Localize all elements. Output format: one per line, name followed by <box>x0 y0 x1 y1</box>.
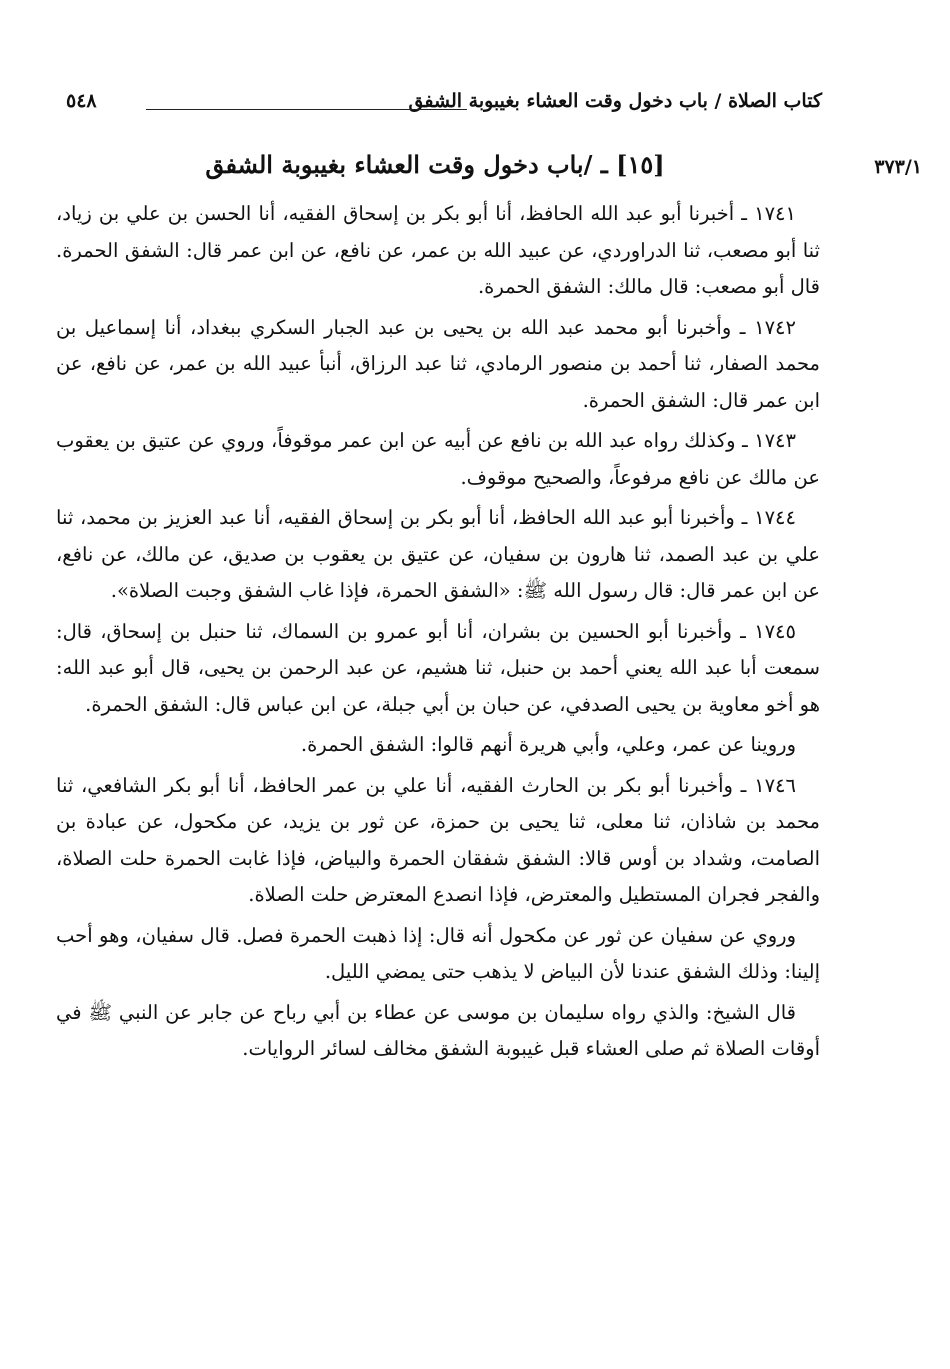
chapter-title: [١٥] ـ /باب دخول وقت العشاء بغيبوبة الشفق <box>205 150 665 179</box>
running-header <box>66 86 822 120</box>
paragraph-narration-note: وروينا عن عمر، وعلي، وأبي هريرة أنهم قالوا: الشفق الحمرة. <box>300 733 796 756</box>
paragraph-1742: ١٧٤٢ ـ وأخبرنا أبو محمد عبد الله بن يحيى بن عبد الجبار السكري ببغداد، أنا إسماعيل بن محمد الصفار، ثنا أحمد بن منصور الرمادي، ثنا عبد الرزاق، أنبأ عبيد الله بن عمر، عن نافع، عن ابن عمر قال: الشفق الحمرة. <box>56 315 820 412</box>
paragraph-1744: ١٧٤٤ ـ وأخبرنا أبو عبد الله الحافظ، أنا أبو بكر بن إسحاق الفقيه، أنا عبد العزيز بن محمد، ثنا علي بن عبد الصمد، ثنا هارون بن سفيان، عن عتيق بن يعقوب بن صديق، عن مالك، عن نافع، عن ابن عمر قال: قال رسول الله ﷺ: «الشفق الحمرة، فإذا غاب الشفق وجبت الصلاة». <box>56 506 820 602</box>
paragraph-1745: ١٧٤٥ ـ وأخبرنا أبو الحسين بن بشران، أنا أبو عمرو بن السماك، ثنا حنبل بن إسحاق، قال: سمعت أبا عبد الله يعني أحمد بن حنبل، ثنا هشيم، عن عبد الرحمن بن يحيى، قال أبو عبد الله: هو أخو معاوية بن يحيى الصدفي، عن حبان بن أبي جبلة، عن ابن عباس قال: الشفق الحمرة. <box>56 619 820 716</box>
running-title: كتاب الصلاة / باب دخول وقت العشاء بغيبوبة الشفق <box>408 90 822 112</box>
paragraph-1743: ١٧٤٣ ـ وكذلك رواه عبد الله بن نافع عن أبيه عن ابن عمر موقوفاً، وروي عن عتيق بن يعقوب عن مالك عن نافع مرفوعاً، والصحيح موقوف. <box>56 429 820 489</box>
paragraph-1746: ١٧٤٦ ـ وأخبرنا أبو بكر بن الحارث الفقيه، أنا علي بن عمر الحافظ، أنا أبو بكر الشافعي، ثنا محمد بن شاذان، ثنا معلى، ثنا يحيى بن حمزة، عن ثور بن يزيد، عن مكحول، عن عبادة بن الصامت، وشداد بن أوس قالا: الشفق شفقان الحمرة والبياض، فإذا غابت الحمرة حلت الصلاة، والفجر فجران المستطيل والمعترض، فإذا انصدع المعترض حلت الصلاة. <box>56 773 820 906</box>
margin-reference: ٣٧٣/١ <box>874 156 922 178</box>
header-rule <box>146 109 467 110</box>
page-number: ٥٤٨ <box>66 90 97 112</box>
paragraph-1741: ١٧٤١ ـ أخبرنا أبو عبد الله الحافظ، أنا أبو بكر بن إسحاق الفقيه، أنا الحسن بن علي بن زياد، ثنا أبو مصعب، ثنا الدراوردي، عن عبيد الله بن عمر، عن نافع، عن ابن عمر قال: الشفق الحمرة. قال أبو مصعب: قال مالك: الشفق الحمرة. <box>56 202 820 298</box>
paragraph-sufyan-note: وروي عن سفيان عن ثور عن مكحول أنه قال: إذا ذهبت الحمرة فصل. قال سفيان، وهو أحب إلينا: وذلك الشفق عندنا لأن البياض لا يذهب حتى يمضي الليل. <box>56 923 820 983</box>
paragraph-sheikh-note: قال الشيخ: والذي رواه سليمان بن موسى عن عطاء بن أبي رباح عن جابر عن النبي ﷺ في أوقات الصلاة ثم صلى العشاء قبل غيبوبة الشفق مخالف لسائر الروايات. <box>56 1000 820 1060</box>
body-text <box>56 196 820 1072</box>
